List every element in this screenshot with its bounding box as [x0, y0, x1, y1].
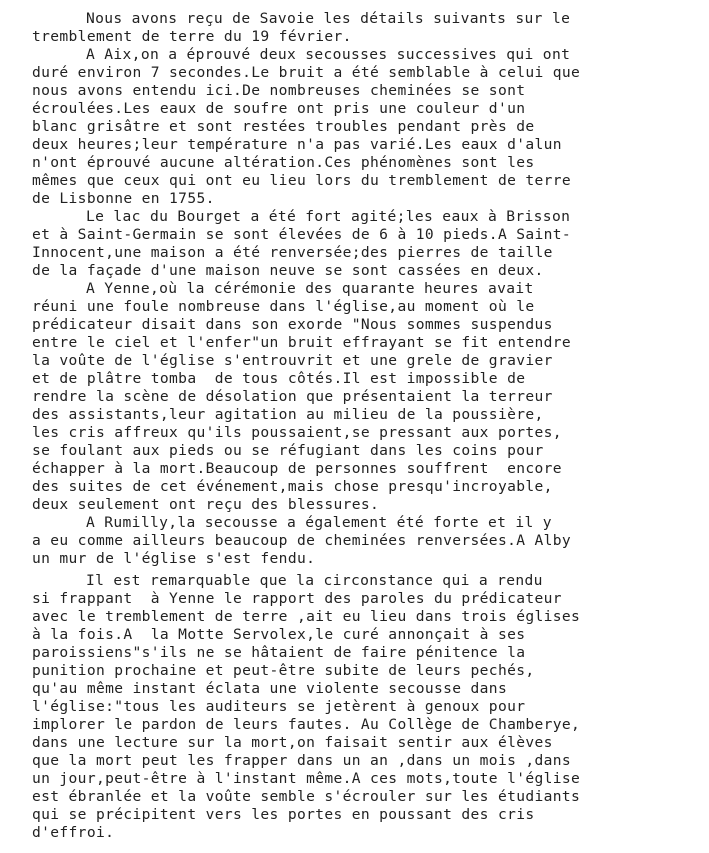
text-line: d'effroi.	[32, 824, 115, 841]
text-line: et à Saint-Germain se sont élevées de 6 à 10 pieds.A Saint-	[32, 226, 572, 243]
text-line: échapper à la mort.Beaucoup de personnes souffrent encore	[32, 460, 562, 477]
text-line: des assistants,leur agitation au milieu de la poussière,	[32, 406, 544, 423]
text-line: avec le tremblement de terre ,ait eu lieu dans trois églises	[32, 608, 581, 625]
text-line: punition prochaine et peut-être subite de leurs pechés,	[32, 662, 535, 679]
text-line: a eu comme ailleurs beaucoup de cheminées renversées.A Alby	[32, 532, 572, 549]
text-line: duré environ 7 secondes.Le bruit a été semblable à celui que	[32, 64, 581, 81]
text-line: mêmes que ceux qui ont eu lieu lors du tremblement de terre	[32, 172, 572, 189]
text-line: réuni une foule nombreuse dans l'église,au moment où le	[32, 298, 535, 315]
text-line: un mur de l'église s'est fendu.	[32, 550, 316, 567]
text-line: se foulant aux pieds ou se réfugiant dans les coins pour	[32, 442, 544, 459]
text-line: A Aix,on a éprouvé deux secousses successives qui ont	[86, 46, 571, 63]
text-line: A Yenne,où la cérémonie des quarante heures avait	[86, 280, 534, 297]
text-line: de la façade d'une maison neuve se sont cassées en deux.	[32, 262, 544, 279]
text-line: deux heures;leur température n'a pas varié.Les eaux d'alun	[32, 136, 562, 153]
text-line: si frappant à Yenne le rapport des paroles du prédicateur	[32, 590, 562, 607]
text-line: nous avons entendu ici.De nombreuses cheminées se sont	[32, 82, 526, 99]
text-line: à la fois.A la Motte Servolex,le curé annonçait à ses	[32, 626, 526, 643]
text-line: rendre la scène de désolation que présentaient la terreur	[32, 388, 553, 405]
text-line: prédicateur disait dans son exorde "Nous sommes suspendus	[32, 316, 553, 333]
text-line: entre le ciel et l'enfer"un bruit effrayant se fit entendre	[32, 334, 572, 351]
text-line: paroissiens"s'ils ne se hâtaient de faire pénitence la	[32, 644, 526, 661]
text-line: écroulées.Les eaux de soufre ont pris une couleur d'un	[32, 100, 526, 117]
text-line: l'église:"tous les auditeurs se jetèrent à genoux pour	[32, 698, 526, 715]
text-line: Il est remarquable que la circonstance qui a rendu	[86, 572, 543, 589]
text-line: dans une lecture sur la mort,on faisait sentir aux élèves	[32, 734, 553, 751]
text-line: les cris affreux qu'ils poussaient,se pressant aux portes,	[32, 424, 562, 441]
text-line: Nous avons reçu de Savoie les détails suivants sur le	[86, 10, 571, 27]
text-line: et de plâtre tomba de tous côtés.Il est impossible de	[32, 370, 526, 387]
text-line: Le lac du Bourget a été fort agité;les eaux à Brisson	[86, 208, 571, 225]
text-line: de Lisbonne en 1755.	[32, 190, 215, 207]
text-line: n'ont éprouvé aucune altération.Ces phénomènes sont les	[32, 154, 535, 171]
text-line: deux seulement ont reçu des blessures.	[32, 496, 380, 513]
text-line: A Rumilly,la secousse a également été forte et il y	[86, 514, 552, 531]
text-line: un jour,peut-être à l'instant même.A ces mots,toute l'église	[32, 770, 581, 787]
text-line: Innocent,une maison a été renversée;des pierres de taille	[32, 244, 553, 261]
text-line: des suites de cet événement,mais chose presqu'incroyable,	[32, 478, 553, 495]
text-line: la voûte de l'église s'entrouvrit et une grele de gravier	[32, 352, 553, 369]
text-line: tremblement de terre du 19 février.	[32, 28, 352, 45]
text-line: implorer le pardon de leurs fautes. Au Collège de Chamberye,	[32, 716, 581, 733]
text-line: qu'au même instant éclata une violente secousse dans	[32, 680, 508, 697]
text-line: blanc grisâtre et sont restées troubles pendant près de	[32, 118, 535, 135]
text-line: qui se précipitent vers les portes en poussant des cris	[32, 806, 535, 823]
text-line: est ébranlée et la voûte semble s'écrouler sur les étudiants	[32, 788, 581, 805]
text-line: que la mort peut les frapper dans un an ,dans un mois ,dans	[32, 752, 572, 769]
